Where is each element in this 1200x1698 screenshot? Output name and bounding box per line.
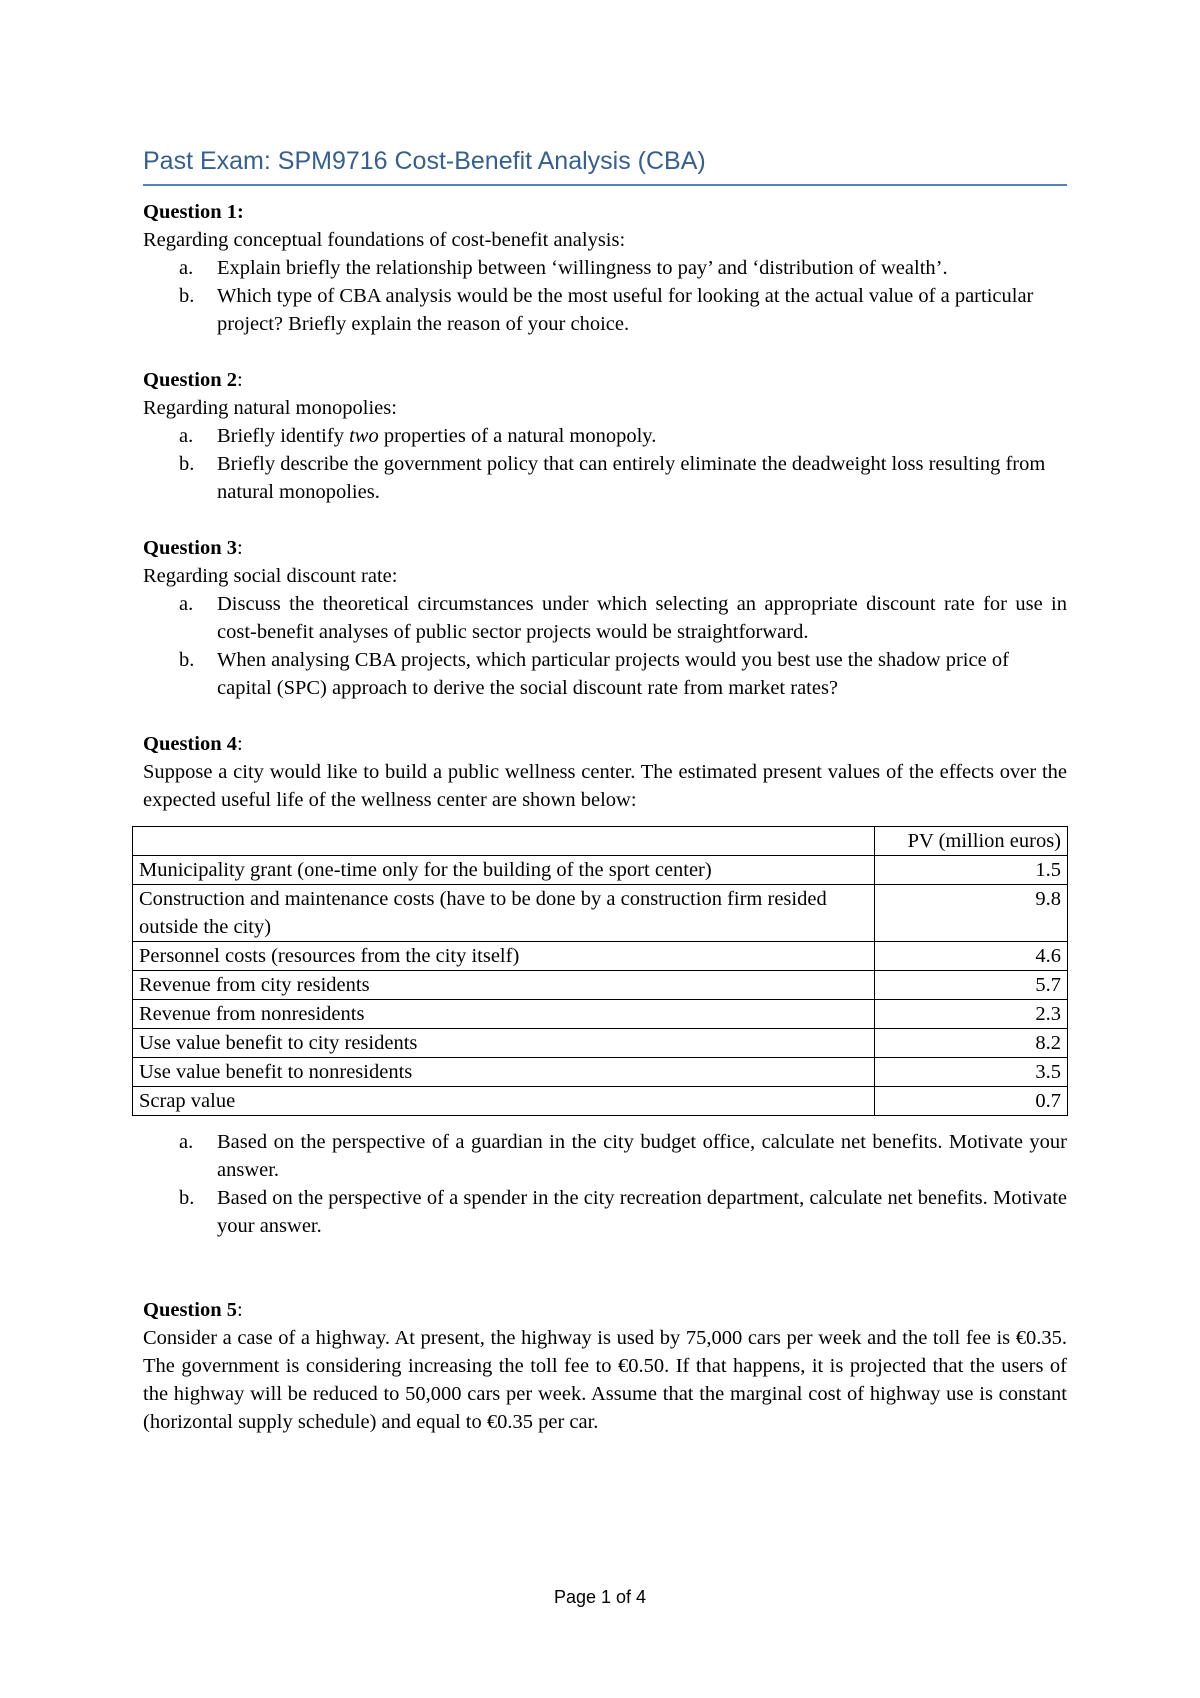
- table-row: Use value benefit to city residents 8.2: [133, 1029, 1068, 1058]
- question-intro: Regarding conceptual foundations of cost-benefit analysis:: [143, 229, 626, 251]
- question-heading: Question 1: [143, 201, 237, 223]
- table-header-cell: PV (million euros): [875, 827, 1068, 856]
- question-4: Question 4: Suppose a city would like to build a public wellness center. The estimated present values of the effects over the expected useful life of the wellness center are shown below: PV (million euros) Municipality grant (one-time only for the building of the sport center) 1.5 Construction and maintenance costs (have to be done by a construction firm resided outside the city) 9.8 Personnel costs (resources from the city itself) 4.6 Revenue from city residents 5.7 Revenue from nonresidents 2.3 Use value benefit to city residents 8.2 Use value benefit to nonresidents 3.5 Scrap value 0.7 a. Based on the perspective of a guardian in the city budget office, calculate net benefits. Motivate your answer. b. Based on the perspective of a spender in the city recreation department, calculate net benefits. Motivate your answer.: [143, 730, 1067, 1240]
- table-header-row: [133, 827, 1068, 856]
- question-heading: Question 4: [143, 733, 237, 755]
- question-heading: Question 2: [143, 369, 237, 391]
- list-item: a. Explain briefly the relationship between ‘willingness to pay’ and ‘distribution of wealth’.: [179, 257, 948, 279]
- list-item: b. Briefly describe the government policy that can entirely eliminate the deadweight loss resulting from natural monopolies.: [179, 453, 1046, 503]
- question-intro: Regarding social discount rate:: [143, 565, 398, 587]
- table-row: Revenue from nonresidents 2.3: [133, 1000, 1068, 1029]
- question-heading: Question 5: [143, 1299, 237, 1321]
- list-item: b. Which type of CBA analysis would be the most useful for looking at the actual value of a particular project? Briefly explain the reason of your choice.: [179, 285, 1034, 335]
- table-row: Personnel costs (resources from the city itself) 4.6: [133, 942, 1068, 971]
- question-intro: Consider a case of a highway. At present, the highway is used by 75,000 cars per week and the toll fee is €0.35. The government is considering increasing the toll fee to €0.50. If that happens, it is projected that the users of the highway will be reduced to 50,000 cars per week. Assume that the marginal cost of highway use is constant (horizontal supply schedule) and equal to €0.35 per car.: [143, 1327, 1067, 1433]
- question-3: Question 3: Regarding social discount rate: a. Discuss the theoretical circumstances under which selecting an appropriate discount rate for use in cost-benefit analyses of public sector projects would be straightforward. b. When analysing CBA projects, which particular projects would you best use the shadow price of capital (SPC) approach to derive the social discount rate from market rates?: [143, 534, 1067, 702]
- table-row: Municipality grant (one-time only for the building of the sport center) 1.5: [133, 856, 1068, 885]
- list-item: b. Based on the perspective of a spender in the city recreation department, calculate net benefits. Motivate your answer.: [179, 1187, 1067, 1237]
- question-intro: Regarding natural monopolies:: [143, 397, 397, 419]
- list-item: a. Based on the perspective of a guardian in the city budget office, calculate net benefits. Motivate your answer.: [179, 1131, 1067, 1181]
- list-item: b. When analysing CBA projects, which particular projects would you best use the shadow price of capital (SPC) approach to derive the social discount rate from market rates?: [179, 649, 1009, 699]
- question-5: Question 5: Consider a case of a highway. At present, the highway is used by 75,000 cars per week and the toll fee is €0.35. The government is considering increasing the toll fee to €0.50. If that happens, it is projected that the users of the highway will be reduced to 50,000 cars per week. Assume that the marginal cost of highway use is constant (horizontal supply schedule) and equal to €0.35 per car.: [143, 1296, 1067, 1436]
- page-number: Page 1 of 4: [553, 1587, 647, 1607]
- table-row: Construction and maintenance costs (have to be done by a construction firm resided outside the city) 9.8: [133, 885, 1068, 942]
- document-title: Past Exam: SPM9716 Cost-Benefit Analysis (CBA): [143, 147, 706, 175]
- question-intro: Suppose a city would like to build a public wellness center. The estimated present values of the effects over the expected useful life of the wellness center are shown below:: [143, 761, 1067, 811]
- list-item: a. Discuss the theoretical circumstances under which selecting an appropriate discount rate for use in cost-benefit analyses of public sector projects would be straightforward.: [179, 593, 1067, 643]
- question-heading: Question 3: [143, 537, 237, 559]
- document-body: [139, 198, 1067, 1436]
- question-1: Question 1: Regarding conceptual foundations of cost-benefit analysis: a. Explain briefly the relationship between ‘willingness to pay’ and ‘distribution of wealth’. b. Which type of CBA analysis would be the most useful for looking at the actual value of a particular project? Briefly explain the reason of your choice.: [143, 198, 1067, 338]
- table-row: Use value benefit to nonresidents 3.5: [133, 1058, 1068, 1087]
- question-2: Question 2: Regarding natural monopolies: a. Briefly identify two properties of a natural monopoly. b. Briefly describe the government policy that can entirely eliminate the deadweight loss resulting from natural monopolies.: [143, 366, 1067, 506]
- table-row: Scrap value 0.7: [133, 1087, 1068, 1116]
- title-underline: [143, 184, 1067, 186]
- pv-table: [132, 826, 1068, 1116]
- table-header-cell: [133, 827, 875, 856]
- table-row: Revenue from city residents 5.7: [133, 971, 1068, 1000]
- list-item: a. Briefly identify two properties of a natural monopoly.: [179, 425, 657, 447]
